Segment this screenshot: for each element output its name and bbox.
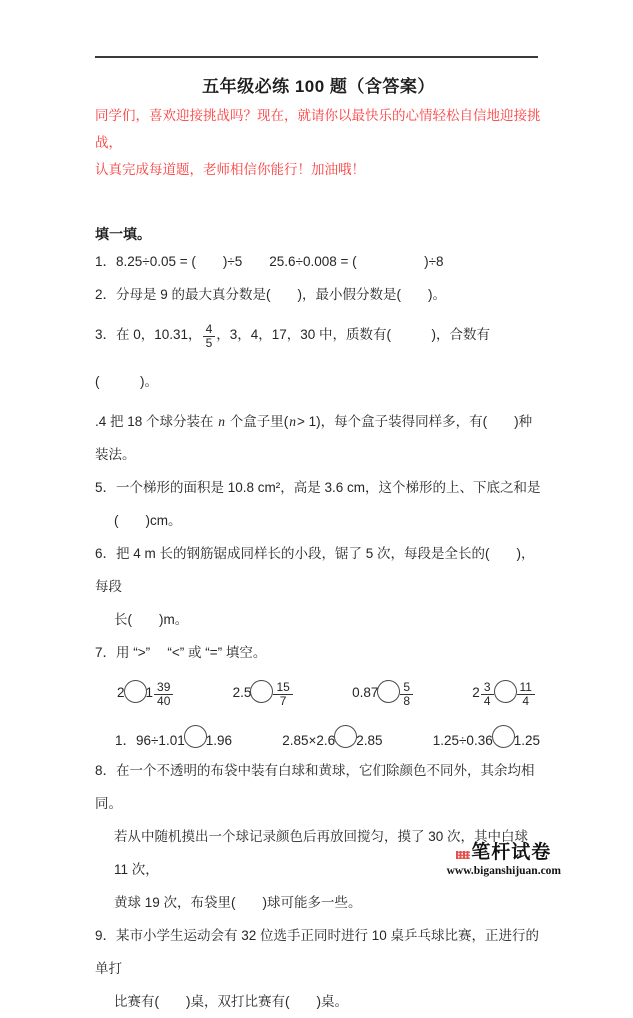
fraction: $\frac{15}{7}$ xyxy=(273,681,292,708)
answer-circle-icon xyxy=(377,680,400,703)
question-list xyxy=(95,245,542,1018)
question-4-text: > 1)，每个盒子装得同样多，有( )种装法。 xyxy=(95,414,533,462)
intro-line: 同学们，喜欢迎接挑战吗？现在，就请你以最快乐的心情轻松自信地迎接挑战， xyxy=(95,108,541,150)
question-8-continuation: 黄球 19 次，布袋里( )球可能多一些。 xyxy=(114,895,362,910)
fraction: $\frac{5}{8}$ xyxy=(400,681,413,708)
comparison-item: 2.5 $\frac{15}{7}$ xyxy=(233,680,294,708)
fraction: $\frac{11}{4}$ xyxy=(517,681,535,708)
question-8-continuation: 若从中随机摸出一个球记录颜色后再放回搅匀，摸了 30 次，其中白球 11 次， xyxy=(114,829,532,877)
question-4-text: 个盒子里( xyxy=(226,414,289,429)
fraction: $\frac{3}{4}$ xyxy=(481,681,494,708)
brand-row xyxy=(447,842,561,865)
question-8: 8．在一个不透明的布袋中装有白球和黄球，它们除颜色不同外，其余均相同。 xyxy=(95,763,535,811)
comparison-item: 1.25÷0.36 1.25 xyxy=(433,725,540,748)
comparison-row-1 xyxy=(95,669,542,719)
question-7: 7．用 “>” “<” 或 “=” 填空。 xyxy=(95,645,267,660)
intro-line: 认真完成每道题，老师相信你能行！加油哦！ xyxy=(95,162,365,177)
question-5: 5．一个梯形的面积是 10.8 cm²，高是 3.6 cm，这个梯形的上、下底之和是 xyxy=(95,480,541,495)
comparison-item: 2.85×2.6 2.85 xyxy=(282,725,382,748)
question-6-continuation: 长( )m。 xyxy=(114,612,189,627)
comparison-row-2 xyxy=(95,719,542,754)
answer-circle-icon xyxy=(494,680,517,703)
question-3 xyxy=(95,311,542,405)
section-header: 填一填。 xyxy=(95,226,151,242)
intro-text xyxy=(95,102,542,183)
question-3-text: ，3，4，17，30 中，质数有( )，合数有( )。 xyxy=(95,327,491,389)
comparison-item: 2 $\frac{3}{4}$ $\frac{11}{4}$ xyxy=(472,680,536,708)
question-3-text: 3．在 0，10.31， xyxy=(95,327,202,342)
comparison-item: 2 1 $\frac{39}{40}$ xyxy=(117,680,174,708)
answer-circle-icon xyxy=(184,725,207,748)
fraction: $\frac{4}{5}$ xyxy=(203,323,216,350)
comparison-item: 0.87 $\frac{5}{8}$ xyxy=(352,680,414,708)
variable-n: n xyxy=(289,414,297,429)
question-4-text: .4 把 18 个球分装在 xyxy=(95,414,218,429)
question-2: 2．分母是 9 的最大真分数是( )，最小假分数是( )。 xyxy=(95,287,446,302)
answer-circle-icon xyxy=(124,680,147,703)
page-title: 五年级必练 100 题（含答案） xyxy=(202,77,435,96)
red-stamp-icon xyxy=(456,851,470,859)
question-6: 6．把 4 m 长的钢筋锯成同样长的小段，锯了 5 次，每段是全长的( )，每段 xyxy=(95,546,535,594)
question-9: 9．某市小学生运动会有 32 位选手正同时进行 10 桌乒乓球比赛，正进行的单打 xyxy=(95,928,540,976)
answer-circle-icon xyxy=(250,680,273,703)
brand-url: www.biganshijuan.com xyxy=(446,865,561,877)
comparison-item: 1．96÷1.01 1.96 xyxy=(115,725,232,749)
question-4 xyxy=(95,405,542,471)
brand-name: 笔杆试卷 xyxy=(471,842,552,863)
answer-circle-icon xyxy=(334,725,357,748)
variable-n: n xyxy=(218,414,226,429)
fraction: $\frac{39}{40}$ xyxy=(154,681,173,708)
header-rule xyxy=(95,56,538,58)
question-5-continuation: ( )cm。 xyxy=(114,513,182,528)
footer-logo xyxy=(447,842,561,878)
answer-circle-icon xyxy=(492,725,515,748)
question-1: 1．8.25÷0.05 = ( )÷5 25.6÷0.008 = ( )÷8 xyxy=(95,254,444,269)
question-9-continuation: 比赛有( )桌，双打比赛有( )桌。 xyxy=(114,994,348,1009)
